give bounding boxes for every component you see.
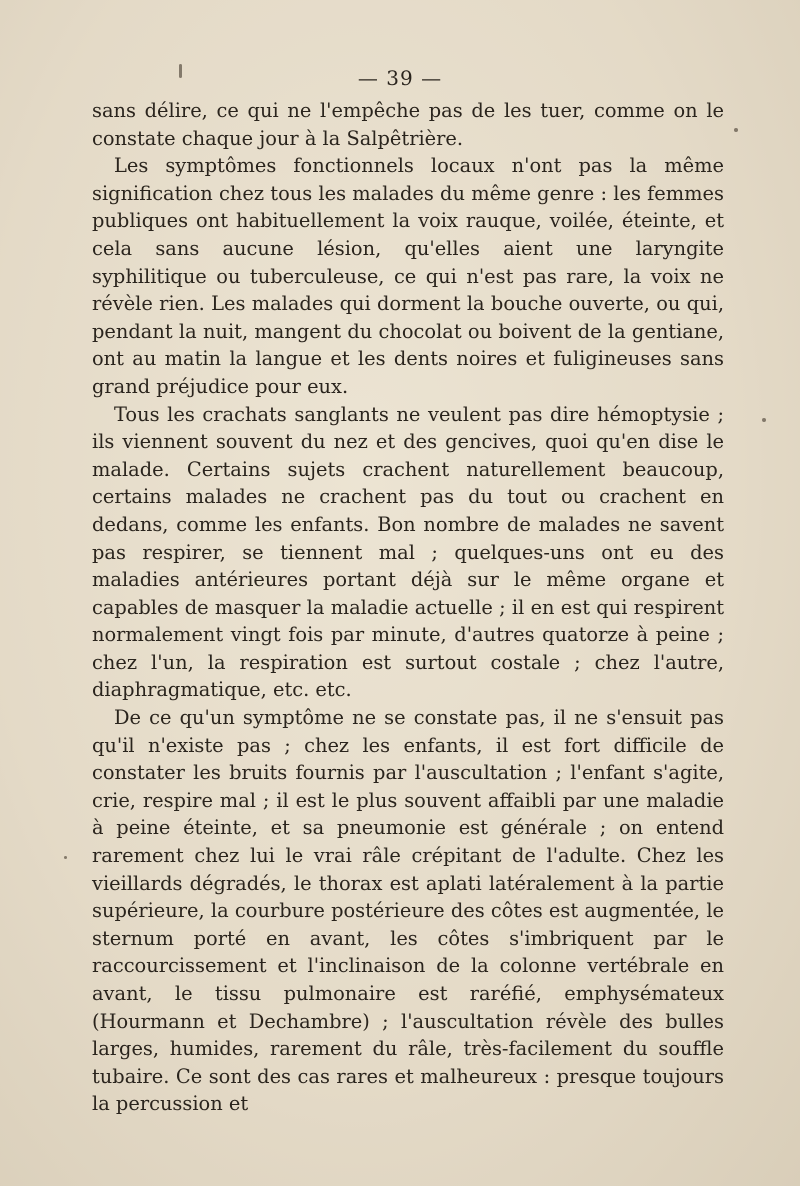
paragraph-2: Les symptômes fonctionnels locaux n'ont pas la même signification chez tous les malades du même genre : les femmes publiques ont habituellement la voix rauque, voilée, éteinte, et cela sans aucune lésion, qu'elles aient une laryngite syphilitique ou tuberculeuse, ce qui n'est pas rare, la voix ne révèle rien. Les malades qui dorment la bouche ouverte, ou qui, pendant la nuit, mangent du chocolat ou boivent de la gentiane, ont au matin la langue et les dents noires et fuligineuses sans grand préjudice pour eux. [92,154,724,398]
paragraph-4: De ce qu'un symptôme ne se constate pas, il ne s'ensuit pas qu'il n'existe pas ; chez les enfants, il est fort difficile de constater les bruits fournis par l'auscultation ; l'enfant s'agite, crie, respire mal ; il est le plus souvent affaibli par une maladie à peine éteinte, et sa pneumonie est générale ; on entend rarement chez lui le vrai râle crépitant de l'adulte. Chez les vieillards dégradés, le thorax est aplati latéralement à la partie supérieure, la courbure postérieure des côtes est augmentée, le sternum porté en avant, les côtes s'imbriquent par le raccourcissement et l'inclinaison de la colonne vertébrale en avant, le tissu pulmonaire est raréfié, emphysémateux (Hourmann et Dechambre) ; l'auscultation révèle des bulles larges, humides, rarement du râle, très-facilement du souffle tubaire. Ce sont des cas rares et malheureux : presque toujours la percussion et [92,706,724,1116]
ink-speck [64,856,67,859]
body-text [92,97,724,1118]
ink-speck [734,128,738,132]
paragraph-1: sans délire, ce qui ne l'empêche pas de les tuer, comme on le constate chaque jour à la Salpêtrière. [92,99,724,150]
page-number: — 39 — [357,66,443,90]
paragraph-3: Tous les crachats sanglants ne veulent pas dire hémoptysie ; ils viennent souvent du nez et des gencives, quoi qu'en dise le malade. Certains sujets crachent naturellement beaucoup, certains malades ne crachent pas du tout ou crachent en dedans, comme les enfants. Bon nombre de malades ne savent pas respirer, se tiennent mal ; quelques-uns ont eu des maladies antérieures portant déjà sur le même organe et capables de masquer la maladie actuelle ; il en est qui respirent normalement vingt fois par minute, d'autres quatorze à peine ; chez l'un, la respiration est surtout costale ; chez l'autre, diaphragmatique, etc. etc. [92,402,724,702]
ink-speck [762,418,766,422]
